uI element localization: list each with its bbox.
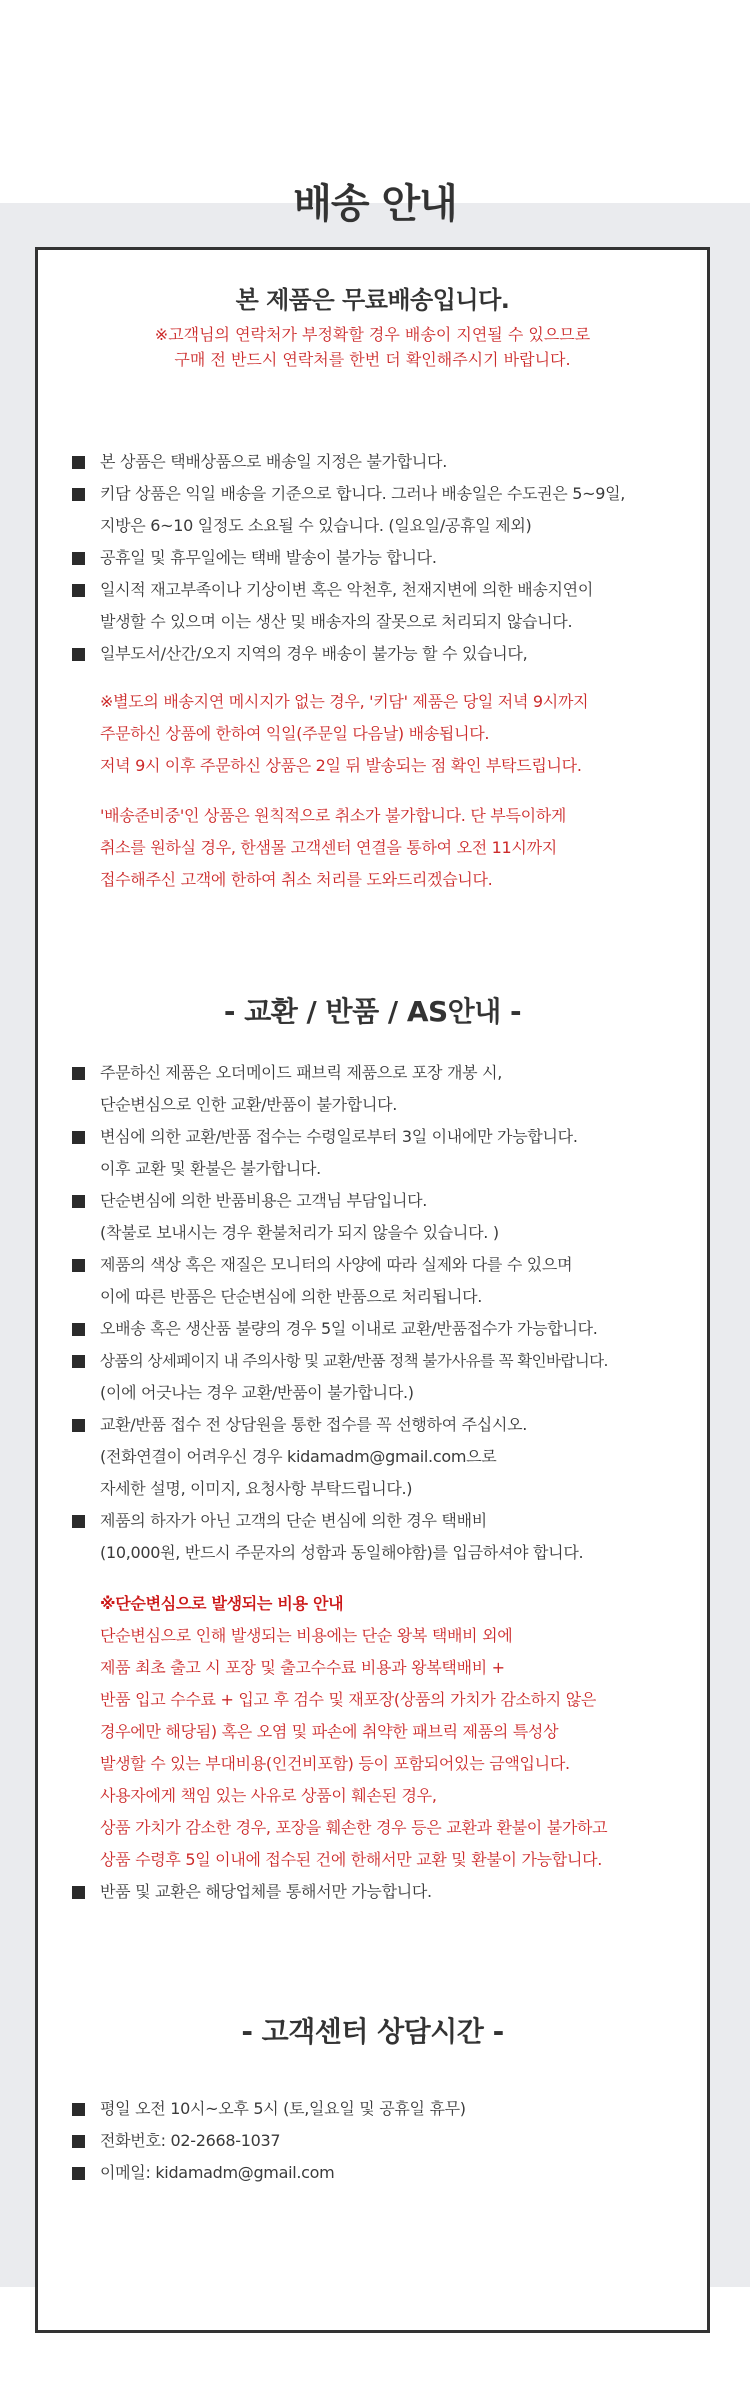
returns-final-bullet: [72, 1876, 697, 1908]
note-line: 사용자에게 책임 있는 사유로 상품이 훼손된 경우,: [100, 1786, 437, 1805]
bullet-text: 일시적 재고부족이나 기상이변 혹은 악천후, 천재지변에 의한 배송지연이: [100, 580, 593, 599]
square-bullet-icon: [72, 1195, 85, 1208]
square-bullet-icon: [72, 648, 85, 661]
bullet-text: 이후 교환 및 환불은 불가합니다.: [100, 1159, 321, 1178]
list-item: [72, 2157, 697, 2189]
cs-bullet-list: [72, 2093, 697, 2189]
bullet-text: 발생할 수 있으며 이는 생산 및 배송자의 잘못으로 처리되지 않습니다.: [100, 612, 573, 631]
list-item: [72, 1876, 697, 1908]
info-box: [35, 247, 710, 2333]
bullet-text: 키담 상품은 익일 배송을 기준으로 합니다. 그러나 배송일은 수도권은 5~9일,: [100, 484, 626, 503]
note-line: 상품 가치가 감소한 경우, 포장을 훼손한 경우 등은 교환과 환불이 불가하고: [100, 1818, 608, 1837]
square-bullet-icon: [72, 1259, 85, 1272]
bullet-text: 제품의 하자가 아닌 고객의 단순 변심에 의한 경우 택배비: [100, 1511, 487, 1530]
next-day-delivery-note: [100, 686, 697, 782]
list-item: [72, 1121, 697, 1185]
note-line: '배송준비중'인 상품은 원칙적으로 취소가 불가합니다. 단 부득이하게: [100, 806, 567, 825]
square-bullet-icon: [72, 1131, 85, 1144]
square-bullet-icon: [72, 2103, 85, 2116]
page-title: 배송 안내: [293, 181, 457, 227]
square-bullet-icon: [72, 584, 85, 597]
bullet-text: 반품 및 교환은 해당업체를 통해서만 가능합니다.: [100, 1882, 432, 1901]
cs-section-title: - 고객센터 상담시간 -: [241, 2015, 504, 2048]
bullet-text: 일부도서/산간/오지 지역의 경우 배송이 불가능 할 수 있습니다,: [100, 644, 528, 663]
square-bullet-icon: [72, 1886, 85, 1899]
note-line: 상품 수령후 5일 이내에 접수된 건에 한해서만 교환 및 환불이 가능합니다.: [100, 1850, 603, 1869]
returns-bullet-list: [72, 1057, 697, 1569]
bullet-text: 오배송 혹은 생산품 불량의 경우 5일 이내로 교환/반품접수가 가능합니다.: [100, 1319, 598, 1338]
bullet-text: (10,000원, 반드시 주문자의 성함과 동일해야함)를 입금하셔야 합니다.: [100, 1543, 584, 1562]
bullet-text: (착불로 보내시는 경우 환불처리가 되지 않을수 있습니다. ): [100, 1223, 499, 1242]
contact-notice: [38, 322, 707, 372]
business-hours-text: 평일 오전 10시~오후 5시 (토,일요일 및 공휴일 휴무): [100, 2099, 466, 2118]
list-item: [72, 1185, 697, 1249]
bullet-text: (이에 어긋나는 경우 교환/반품이 불가합니다.): [100, 1383, 414, 1402]
bullet-text: 단순변심으로 인한 교환/반품이 불가합니다.: [100, 1095, 398, 1114]
note-line: 제품 최초 출고 시 포장 및 출고수수료 비용과 왕복택배비 +: [100, 1658, 505, 1677]
list-item: [72, 1313, 697, 1345]
bullet-text: 지방은 6~10 일정도 소요될 수 있습니다. (일요일/공휴일 제외): [100, 516, 532, 535]
square-bullet-icon: [72, 1419, 85, 1432]
list-item: [72, 1249, 697, 1313]
bullet-text: 단순변심에 의한 반품비용은 고객님 부담입니다.: [100, 1191, 428, 1210]
note-line: 저녁 9시 이후 주문하신 상품은 2일 뒤 발송되는 점 확인 부탁드립니다.: [100, 756, 582, 775]
contact-notice-line: 구매 전 반드시 연락처를 한번 더 확인해주시기 바랍니다.: [174, 350, 571, 369]
bullet-text: 주문하신 제품은 오더메이드 패브릭 제품으로 포장 개봉 시,: [100, 1063, 503, 1082]
return-cost-notice: [100, 1588, 697, 1876]
list-item: [72, 1345, 697, 1409]
list-item: [72, 1057, 697, 1121]
square-bullet-icon: [72, 1323, 85, 1336]
square-bullet-icon: [72, 456, 85, 469]
bullet-text: 이에 따른 반품은 단순변심에 의한 반품으로 처리됩니다.: [100, 1287, 483, 1306]
contact-notice-line: ※고객님의 연락처가 부정확할 경우 배송이 지연될 수 있으므로: [154, 325, 591, 344]
bullet-text: 본 상품은 택배상품으로 배송일 지정은 불가합니다.: [100, 452, 447, 471]
cost-notice-title: ※단순변심으로 발생되는 비용 안내: [100, 1594, 344, 1613]
phone-text: 전화번호: 02-2668-1037: [100, 2131, 281, 2150]
square-bullet-icon: [72, 2167, 85, 2180]
free-shipping-headline: 본 제품은 무료배송입니다.: [235, 286, 510, 314]
bullet-text: 자세한 설명, 이미지, 요청사항 부탁드립니다.): [100, 1479, 413, 1498]
shipping-bullet-list: [72, 446, 697, 670]
note-line: 반품 입고 수수료 + 입고 후 검수 및 재포장(상품의 가치가 감소하지 않은: [100, 1690, 597, 1709]
bullet-text: (전화연결이 어려우신 경우 kidamadm@gmail.com으로: [100, 1447, 497, 1466]
note-line: 단순변심으로 인해 발생되는 비용에는 단순 왕복 택배비 외에: [100, 1626, 513, 1645]
note-line: ※별도의 배송지연 메시지가 없는 경우, '키담' 제품은 당일 저녁 9시까지: [100, 692, 589, 711]
note-line: 경우에만 해당됨) 혹은 오염 및 파손에 취약한 패브릭 제품의 특성상: [100, 1722, 559, 1741]
square-bullet-icon: [72, 488, 85, 501]
list-item: [72, 478, 697, 542]
bullet-text: 제품의 색상 혹은 재질은 모니터의 사양에 따라 실제와 다를 수 있으며: [100, 1255, 573, 1274]
list-item: [72, 638, 697, 670]
note-line: 접수해주신 고객에 한하여 취소 처리를 도와드리겠습니다.: [100, 870, 493, 889]
bullet-text: 변심에 의한 교환/반품 접수는 수령일로부터 3일 이내에만 가능합니다.: [100, 1127, 578, 1146]
bullet-text: 교환/반품 접수 전 상담원을 통한 접수를 꼭 선행하여 주십시오.: [100, 1415, 528, 1434]
email-text: 이메일: kidamadm@gmail.com: [100, 2163, 335, 2182]
square-bullet-icon: [72, 1067, 85, 1080]
list-item: [72, 2093, 697, 2125]
square-bullet-icon: [72, 552, 85, 565]
list-item: [72, 2125, 697, 2157]
bullet-text: 공휴일 및 휴무일에는 택배 발송이 불가능 합니다.: [100, 548, 437, 567]
square-bullet-icon: [72, 1515, 85, 1528]
note-line: 발생할 수 있는 부대비용(인건비포함) 등이 포함되어있는 금액입니다.: [100, 1754, 570, 1773]
note-line: 취소를 원하실 경우, 한샘몰 고객센터 연결을 통하여 오전 11시까지: [100, 838, 557, 857]
bullet-text: 상품의 상세페이지 내 주의사항 및 교환/반품 정책 불가사유를 꼭 확인바랍니다.: [100, 1352, 608, 1370]
cancellation-note: [100, 800, 697, 896]
list-item: [72, 574, 697, 638]
list-item: [72, 1505, 697, 1569]
square-bullet-icon: [72, 2135, 85, 2148]
note-line: 주문하신 상품에 한하여 익일(주문일 다음날) 배송됩니다.: [100, 724, 490, 743]
list-item: [72, 542, 697, 574]
returns-section-title: - 교환 / 반품 / AS안내 -: [223, 995, 522, 1028]
list-item: [72, 446, 697, 478]
square-bullet-icon: [72, 1355, 85, 1368]
list-item: [72, 1409, 697, 1505]
